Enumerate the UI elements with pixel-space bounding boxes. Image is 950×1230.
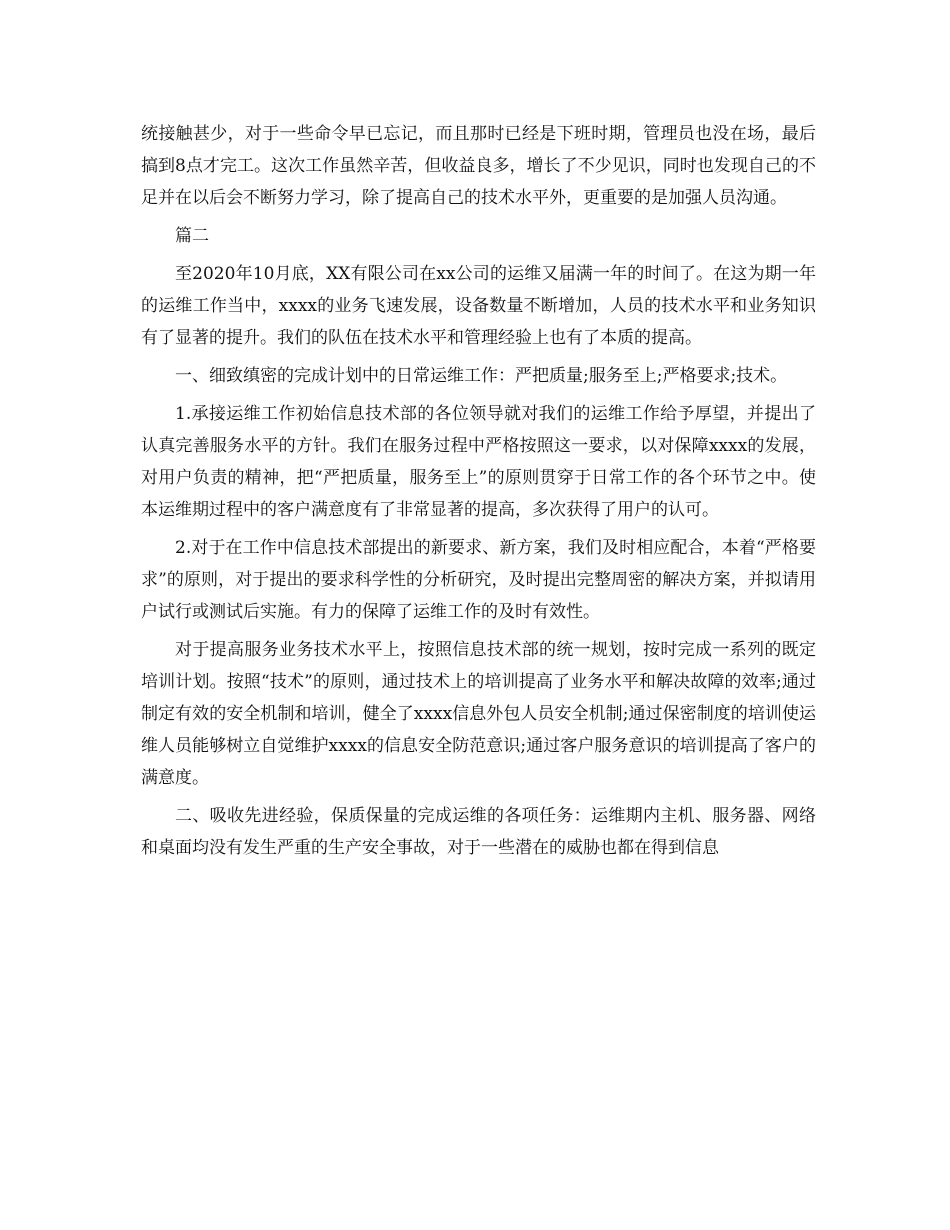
paragraph-item-two: 2.对于在工作中信息技术部提出的新要求、新方案，我们及时相应配合，本着“严格要求”的原则，对于提出的要求科学性的分析研究，及时提出完整周密的解决方案，并拟请用户试行或测试后实施。有力的保障了运维工作的及时有效性。 (141, 538, 816, 622)
paragraph-training: 对于提高服务业务技术水平上，按照信息技术部的统一规划，按时完成一系列的既定培训计划。按照“技术”的原则，通过技术上的培训提高了业务水平和解决故障的效率;通过制定有效的安全机制和培训，健全了xxxx信息外包人员安全机制;通过保密制度的培训使运维人员能够树立自觉维护xxxx的信息安全防范意识;通过客户服务意识的培训提高了客户的满意度。 (141, 640, 816, 788)
section-heading-pian-er: 篇二 (175, 226, 209, 246)
paragraph-item-one: 1.承接运维工作初始信息技术部的各位领导就对我们的运维工作给予厚望，并提出了认真完善服务水平的方针。我们在服务过程中严格按照这一要求，以对保障xxxx的发展，对用户负责的精神，把“严把质量，服务至上”的原则贯穿于日常工作的各个环节之中。使本运维期过程中的客户满意度有了非常显著的提高，多次获得了用户的认可。 (141, 404, 816, 520)
paragraph-section-one-heading: 一、细致缜密的完成计划中的日常运维工作：严把质量;服务至上;严格要求;技术。 (175, 366, 788, 386)
paragraph-continuation: 统接触甚少，对于一些命令早已忘记，而且那时已经是下班时期，管理员也没在场，最后搞到8点才完工。这次工作虽然辛苦，但收益良多，增长了不少见识，同时也发现自己的不足并在以后会不断努力学习，除了提高自己的技术水平外，更重要的是加强人员沟通。 (141, 124, 816, 208)
document-body (141, 118, 816, 870)
paragraph-intro: 至2020年10月底，XX有限公司在xx公司的运维又届满一年的时间了。在这为期一年的运维工作当中，xxxx的业务飞速发展，设备数量不断增加，人员的技术水平和业务知识有了显著的提升。我们的队伍在技术水平和管理经验上也有了本质的提高。 (141, 264, 816, 348)
paragraph-section-two-heading: 二、吸收先进经验，保质保量的完成运维的各项任务：运维期内主机、服务器、网络和桌面均没有发生严重的生产安全事故，对于一些潜在的威胁也都在得到信息 (141, 806, 816, 858)
